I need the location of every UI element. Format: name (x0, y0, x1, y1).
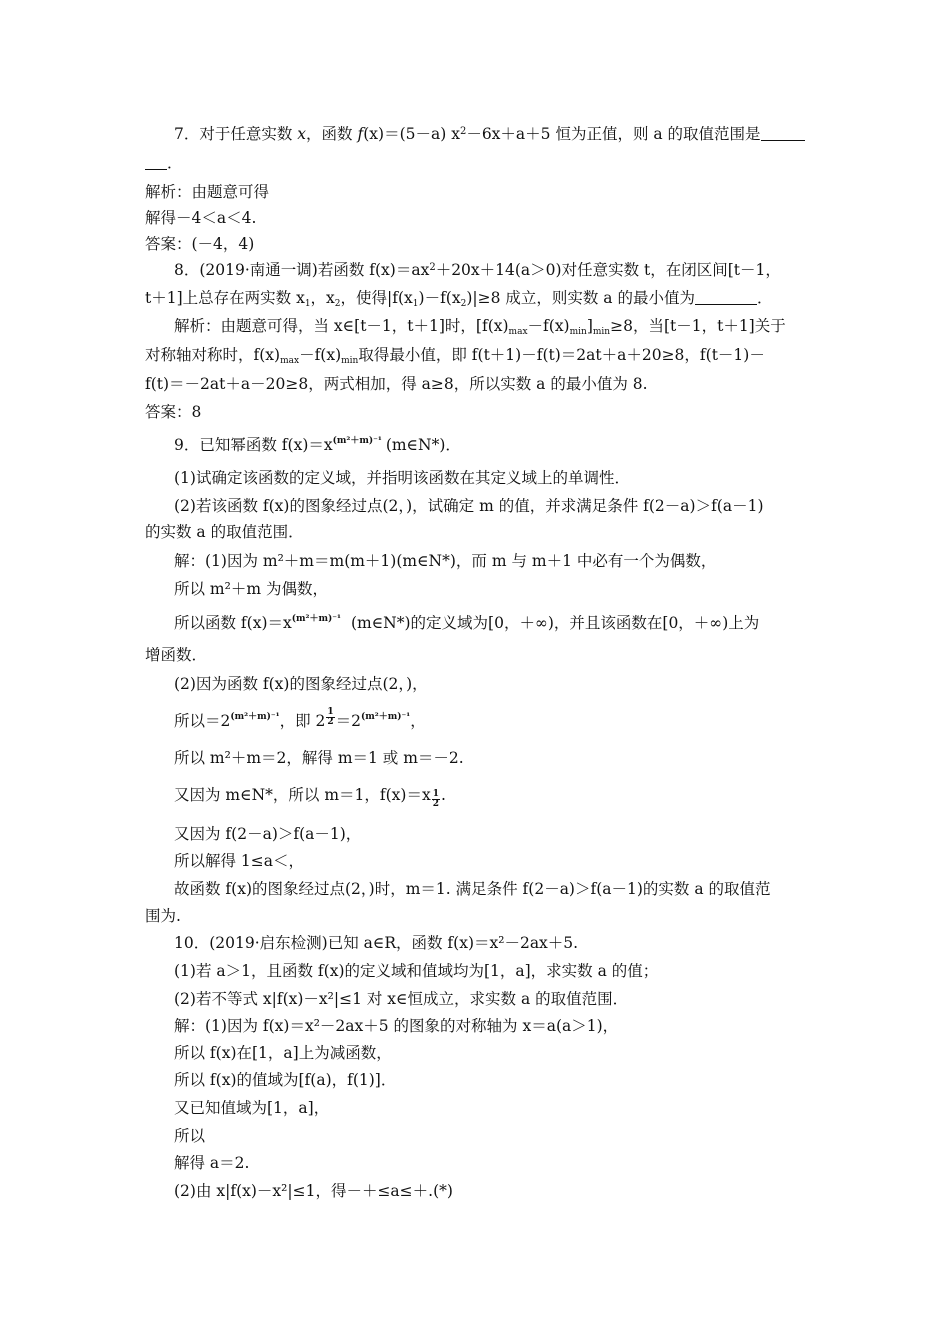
q10-sol-2: 所以 f(x)在[1，a]上为减函数， (174, 1044, 392, 1062)
q10-sol-1: 解：(1)因为 f(x)＝x²－2ax＋5 的图象的对称轴为 x＝a(a＞1)， (174, 1017, 619, 1035)
q9-sol-1: 解：(1)因为 m²＋m＝m(m＋1)(m∈N*)，而 m 与 m＋1 中必有一个为偶数， (174, 552, 717, 570)
q9-sub1: (1)试确定该函数的定义域，并指明该函数在其定义域上的单调性． (174, 469, 630, 487)
q9-sub2: (2)若该函数 f(x)的图象经过点(2，)，试确定 m 的值，并求满足条件 f(2－a)＞f(a－1) (174, 497, 764, 515)
q9-sol-3-cont: 增函数． (145, 646, 208, 664)
answer-blank (145, 155, 167, 170)
q9-sol-5: 所以$=2^{(m^2+m)^{-1}}$，即 2 $\frac{1}{2}$ $=2^{(m^2+m)^{-1}}$， (174, 707, 426, 730)
q9-sol-2: 所以 m²＋m 为偶数， (174, 580, 328, 598)
q9-sol-9: 所以解得 1≤a＜， (174, 852, 305, 870)
q9-sol-6: 所以 m²＋m＝2，解得 m＝1 或 m＝－2. (174, 749, 464, 767)
q7-stem: 7．对于任意实数 x，函数 f(x)＝(5－a) $x^2-6x+a+5$ 恒为正值，则 a 的取值范围是 (174, 122, 810, 146)
q10-sol-3: 所以 f(x)的值域为[f(a)，f(1)]． (174, 1071, 397, 1089)
q9-stem: 9．已知幂函数 $f(x)=x^{(m^2+m)^{-1}}$ (m∈N*)． (174, 436, 461, 454)
q10-sol-4: 又已知值域为[1，a]， (174, 1099, 330, 1117)
fraction: $\frac{1}{2}$ (432, 789, 439, 809)
answer-blank (761, 126, 805, 141)
q9-sol-4: (2)因为函数 f(x)的图象经过点(2，)， (174, 675, 428, 693)
q8-analysis-3: f(t)＝－2at＋a－20≥8，两式相加，得 a≥8，所以实数 a 的最小值为 8. (145, 375, 648, 393)
q10-sol-6: 解得 a＝2. (174, 1154, 250, 1172)
q8-stem-cont: t＋1]上总存在两实数 $x_1$，$x_2$，使得$|f(x_1)-f(x_2)|\ge 8$ 成立，则实数 a 的最小值为 ． (145, 289, 773, 309)
q9-sol-8: 又因为 f(2－a)＞f(a－1)， (174, 825, 362, 843)
q7-answer: 答案：(－4，4) (145, 235, 255, 253)
q7-stem-cont: ． (145, 151, 810, 175)
q9-sol-7: 又因为 m∈N*，所以 m＝1，f(x)＝x $\frac{1}{2}$ . (174, 786, 446, 809)
q8-stem: 8．(2019·南通一调)若函数 $f(x)=ax^2+20x+14(a>0)$对任意实数 t，在闭区间[t－1， (174, 261, 781, 279)
answer-blank (695, 290, 757, 305)
q10-stem: 10．(2019·启东检测)已知 a∈R，函数 f(x)＝x²－2ax＋5. (174, 934, 579, 952)
q9-sol-10-cont: 围为. (145, 907, 181, 925)
q10-sol-7: (2)由 x|f(x)－x²|≤1，得－＋≤a≤＋.(*) (174, 1182, 453, 1200)
q10-sol-5: 所以 (174, 1127, 206, 1145)
q7-solve: 解得－4＜a＜4. (145, 209, 257, 227)
q9-sub2-cont: 的实数 a 的取值范围． (145, 523, 304, 541)
q8-analysis-1: 解析：由题意可得，当 x∈[t－1，t＋1]时，$[f(x)_{max}-f(x)_{min}]_{min}\ge 8$，当[t－1，t＋1]关于 (174, 317, 786, 337)
q7-analysis: 解析：由题意可得 (145, 183, 270, 201)
q9-sol-10: 故函数 f(x)的图象经过点(2，)时，m＝1. 满足条件 f(2－a)＞f(a－1)的实数 a 的取值范 (174, 880, 771, 898)
q8-analysis-2: 对称轴对称时，$f(x)_{max}-f(x)_{min}$取得最小值，即 f(t＋1)－f(t)＝2at＋a＋20≥8，f(t－1)－ (145, 346, 765, 366)
q10-sub1: (1)若 a＞1，且函数 f(x)的定义域和值域均为[1，a]，求实数 a 的值； (174, 962, 659, 980)
q8-answer: 答案：8 (145, 403, 202, 421)
q10-sub2: (2)若不等式 x|f(x)－x²|≤1 对 x∈恒成立，求实数 a 的取值范围． (174, 990, 629, 1008)
fraction: $\frac{1}{2}$ (327, 707, 334, 727)
q9-sol-3: 所以函数 $f(x)=x^{(m^2+m)^{-1}}$ (m∈N*)的定义域为[0，＋∞)，并且该函数在[0，＋∞)上为 (174, 614, 760, 632)
